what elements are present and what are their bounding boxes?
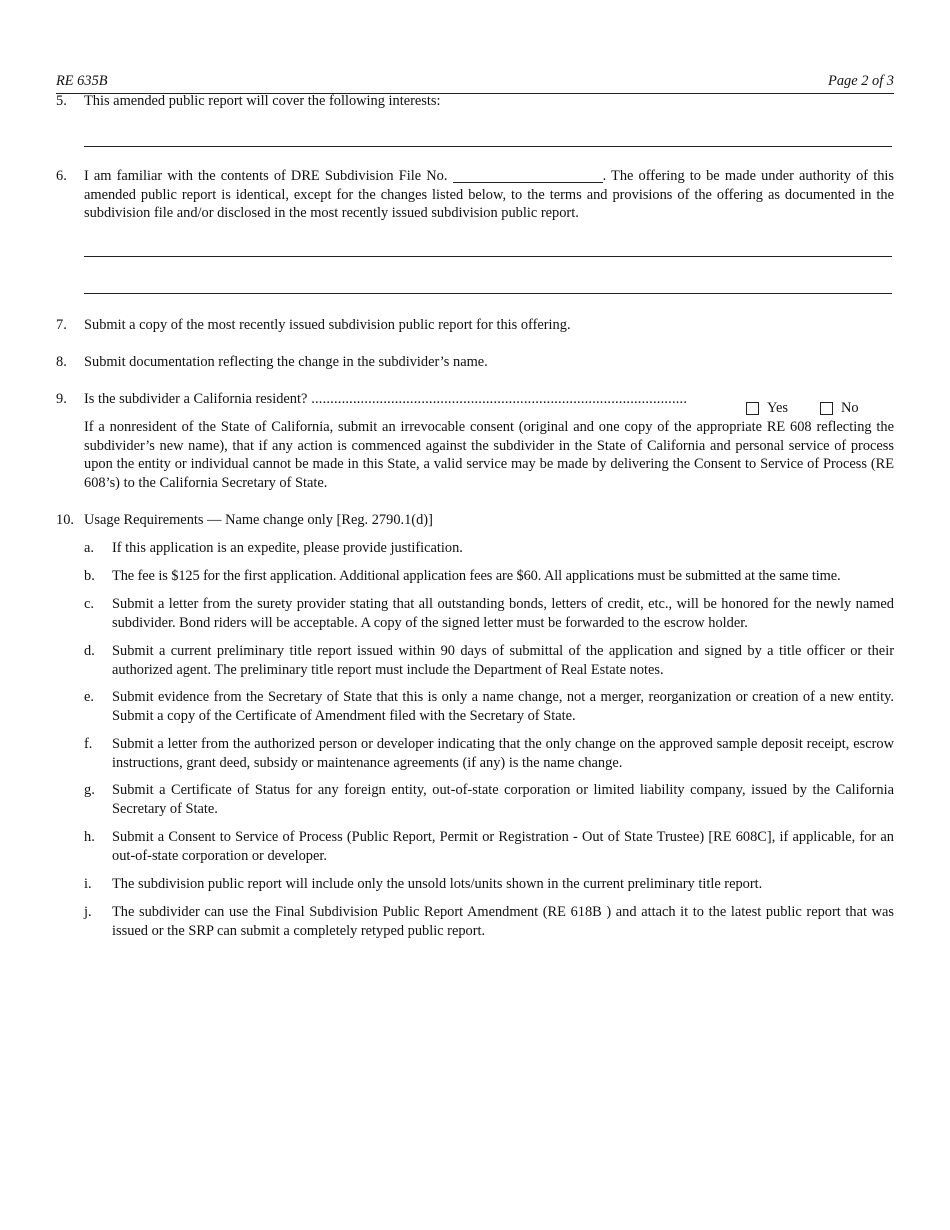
requirement-text: The subdivision public report will include only the unsold lots/units shown in the current preliminary title report. <box>112 876 763 892</box>
requirement-a <box>84 539 894 558</box>
item-number: 6. <box>56 168 67 184</box>
requirement-text: Submit a Consent to Service of Process (Public Report, Permit or Registration - Out of State Trustee) [RE 608C], if applicable, for an out-of-state corporation or developer. <box>112 829 894 864</box>
requirement-text: Submit a letter from the authorized person or developer indicating that the only change on the approved sample deposit receipt, escrow instructions, grant deed, subsidy or maintenance agreements (if any) is the name change. <box>112 736 894 771</box>
requirement-g <box>84 781 894 818</box>
item-6-text-post: . The offering to be made under authority of this amended public report is identical, except for the changes listed below, to the terms and provisions of the offering as documented in the subdivision file and/or disclosed in the most recently issued subdivision public report. <box>84 168 894 222</box>
item-text: Submit documentation reflecting the change in the subdivider’s name. <box>84 354 488 370</box>
requirement-j <box>84 903 894 940</box>
item-6 <box>56 167 894 223</box>
item-number: 10. <box>56 512 74 528</box>
item-7 <box>56 316 894 335</box>
requirement-e <box>84 688 894 725</box>
yes-option[interactable] <box>746 399 788 418</box>
page-number: Page 2 of 3 <box>828 73 894 89</box>
subdivision-file-number-field[interactable] <box>453 169 603 183</box>
requirement-f <box>84 735 894 772</box>
resident-question-text: Is the subdivider a California resident? <box>84 391 308 407</box>
yes-label: Yes <box>767 400 788 416</box>
requirement-letter: f. <box>84 736 93 752</box>
requirement-i <box>84 875 894 894</box>
item-text: Usage Requirements — Name change only [Reg. 2790.1(d)] <box>84 512 433 528</box>
requirement-text: Submit a current preliminary title report issued within 90 days of submittal of the application and signed by a title officer or their authorized agent. The preliminary title report must include the Department of Real Estate notes. <box>112 643 894 678</box>
requirement-text: Submit evidence from the Secretary of State that this is only a name change, not a merger, reorganization or creation of a new entity. Submit a copy of the Certificate of Amendment filed with the Secretary of State. <box>112 689 894 724</box>
changes-answer-line-2[interactable] <box>84 293 892 294</box>
item-number: 8. <box>56 354 67 370</box>
item-number: 7. <box>56 317 67 333</box>
item-text: This amended public report will cover the following interests: <box>84 93 441 109</box>
item-text: Submit a copy of the most recently issued subdivision public report for this offering. <box>84 317 571 333</box>
requirement-letter: i. <box>84 876 92 892</box>
requirement-letter: g. <box>84 782 95 798</box>
requirement-text: If this application is an expedite, please provide justification. <box>112 540 463 556</box>
resident-question <box>84 390 709 409</box>
requirement-letter: c. <box>84 596 94 612</box>
requirement-letter: e. <box>84 689 94 705</box>
requirement-text: Submit a letter from the surety provider stating that all outstanding bonds, letters of credit, etc., will be honored for the newly named subdivider. Bond riders will be acceptable. A copy of the signed letter must be forwarded to the escrow holder. <box>112 596 894 631</box>
leader-dots: ................................................................................................... <box>307 391 688 407</box>
requirement-c <box>84 595 894 632</box>
interests-answer-line[interactable] <box>84 146 892 147</box>
requirement-letter: b. <box>84 568 95 584</box>
item-5 <box>56 92 894 111</box>
requirement-text: The fee is $125 for the first application. Additional application fees are $60. All applications must be submitted at the same time. <box>112 568 841 584</box>
no-checkbox[interactable] <box>820 402 833 415</box>
no-label: No <box>841 400 859 416</box>
form-id: RE 635B <box>56 73 108 89</box>
item-9-nonresident <box>56 418 894 492</box>
requirement-h <box>84 828 894 865</box>
requirement-letter: h. <box>84 829 95 845</box>
item-6-text-pre: I am familiar with the contents of DRE Subdivision File No. <box>84 168 448 184</box>
requirement-letter: j. <box>84 904 92 920</box>
requirement-letter: d. <box>84 643 95 659</box>
item-number: 9. <box>56 391 67 407</box>
item-10 <box>56 511 894 530</box>
changes-answer-line-1[interactable] <box>84 256 892 257</box>
item-text <box>84 167 894 223</box>
item-number: 5. <box>56 93 67 109</box>
requirement-letter: a. <box>84 540 94 556</box>
requirement-b <box>84 567 894 586</box>
requirement-text: Submit a Certificate of Status for any foreign entity, out-of-state corporation or limited liability company, issued by the California Secretary of State. <box>112 782 894 817</box>
nonresident-text: If a nonresident of the State of California, submit an irrevocable consent (original and one copy of the appropriate RE 608 reflecting the subdivider’s new name), that if any action is commenced against the subdivider in the State of California and personal service of process upon the entity or individual cannot be made in this State, a valid service may be made by delivering the Consent to Service of Process (RE 608’s) to the California Secretary of State. <box>84 419 894 491</box>
yes-checkbox[interactable] <box>746 402 759 415</box>
requirement-text: The subdivider can use the Final Subdivision Public Report Amendment (RE 618B ) and attach it to the latest public report that was issued or the SRP can submit a completely retyped public report. <box>112 904 894 939</box>
no-option[interactable] <box>820 399 859 418</box>
item-8 <box>56 353 894 372</box>
requirement-d <box>84 642 894 679</box>
